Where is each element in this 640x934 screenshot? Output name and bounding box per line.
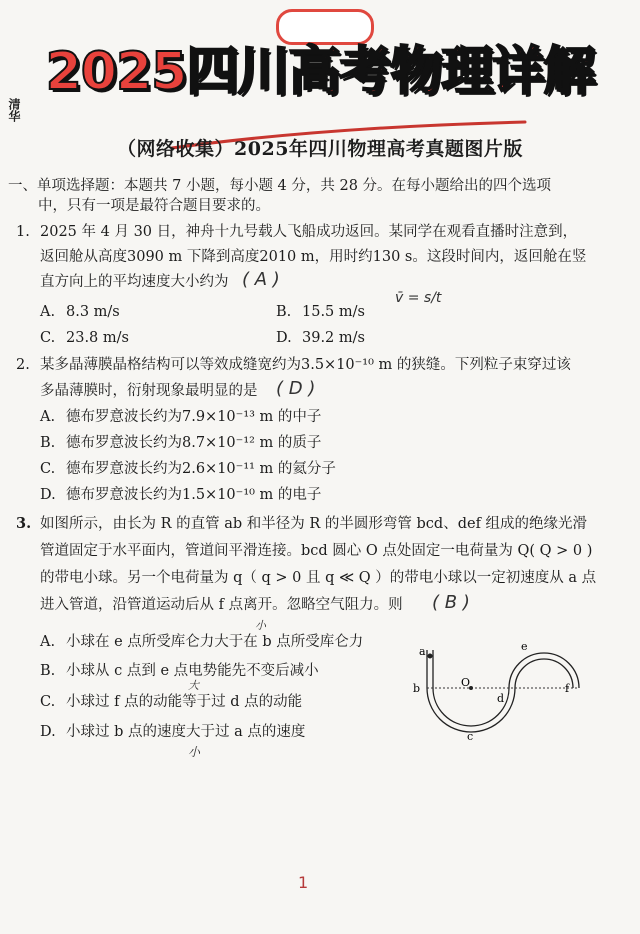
option-text: 德布罗意波长约为7.9×10⁻¹³ m 的中子 xyxy=(66,409,322,425)
option-label: B. xyxy=(40,435,56,451)
handwritten-answer: ( B ) xyxy=(432,592,470,613)
label-b: b xyxy=(413,682,421,695)
option-text: 39.2 m/s xyxy=(302,330,365,346)
section-heading-line2: 中，只有一项是最符合题目要求的。 xyxy=(38,198,270,214)
option-label: C. xyxy=(40,330,56,346)
label-d: d xyxy=(497,692,505,705)
option-text: 小球从 c 点到 e 点电势能先不变后减小 xyxy=(66,663,319,679)
label-e: e xyxy=(521,640,528,653)
question-number: 2. xyxy=(16,357,30,373)
question-line: 进入管道，沿管道运动后从 f 点离开。忽略空气阻力。则 xyxy=(40,597,403,613)
option-label: D. xyxy=(40,724,56,740)
label-c: c xyxy=(467,730,474,740)
section-heading-line1: 一、单项选择题：本题共 7 小题，每小题 4 分，共 28 分。在每小题给出的四个选项 xyxy=(8,178,552,194)
option-text: 小球在 e 点所受库仑力大于在 b 点所受库仑力 xyxy=(66,634,364,650)
question-line: 如图所示，由长为 R 的直管 ab 和半径为 R 的半圆形弯管 bcd、def 组成的绝缘光滑 xyxy=(40,516,588,532)
option-label: D. xyxy=(40,487,56,503)
option-text: 小球过 b 点的速度大于过 a 点的速度 xyxy=(66,724,306,740)
option-text: 8.3 m/s xyxy=(66,304,120,320)
handwritten-answer: ( A ) xyxy=(242,269,280,290)
option-label: B. xyxy=(40,663,56,679)
handwritten-mark: 小 xyxy=(255,619,266,632)
option-text: 德布罗意波长约为8.7×10⁻¹² m 的质子 xyxy=(66,435,322,451)
option-label: C. xyxy=(40,694,56,710)
option-label: A. xyxy=(40,304,56,320)
label-f: f xyxy=(565,682,570,695)
question-line: 返回舱从高度3090 m 下降到高度2010 m，用时约130 s。这段时间内，返回舱在竖 xyxy=(40,249,587,265)
page-mark: 1 xyxy=(298,873,309,892)
question-line: 多晶薄膜时，衍射现象最明显的是 xyxy=(40,383,258,399)
option-text: 23.8 m/s xyxy=(66,330,129,346)
option-text: 15.5 m/s xyxy=(302,304,365,320)
option-label: B. xyxy=(276,304,292,320)
handwritten-answer: ( D ) xyxy=(276,378,316,399)
banner-title: 2025四川高考物理详解 xyxy=(45,42,595,102)
pipe-diagram xyxy=(405,640,585,740)
question-number: 1. xyxy=(16,224,30,240)
question-line: 直方向上的平均速度大小约为 xyxy=(40,274,229,290)
option-label: C. xyxy=(40,461,56,477)
option-text: 小球过 f 点的动能等于过 d 点的动能 xyxy=(66,694,303,710)
option-label: A. xyxy=(40,634,56,650)
option-text: 德布罗意波长约为2.6×10⁻¹¹ m 的氦分子 xyxy=(66,461,336,477)
question-line: 管道固定于水平面内，管道间平滑连接。bcd 圆心 O 点处固定一电荷量为 Q( Q > 0 ) xyxy=(40,543,593,559)
question-line: 的带电小球。另一个电荷量为 q（ q > 0 且 q ≪ Q ）的带电小球以一定初速度从 a 点 xyxy=(40,570,597,586)
label-a: a xyxy=(419,645,426,658)
handwritten-mark: 大 xyxy=(188,679,199,692)
option-label: A. xyxy=(40,409,56,425)
label-O: O xyxy=(461,676,471,689)
question-number: 3. xyxy=(16,515,32,532)
question-line: 2025 年 4 月 30 日，神舟十九号载人飞船成功返回。某同学在观看直播时注意到， xyxy=(40,224,578,240)
option-label: D. xyxy=(276,330,292,346)
side-watermark: 清华 xyxy=(7,98,21,122)
handwritten-mark: 小 xyxy=(188,745,201,759)
page-subtitle: （网络收集）2025年四川物理高考真题图片版 xyxy=(117,138,523,160)
option-text: 德布罗意波长约为1.5×10⁻¹⁰ m 的电子 xyxy=(66,487,322,503)
question-line: 某多晶薄膜晶格结构可以等效成缝宽约为3.5×10⁻¹⁰ m 的狭缝。下列粒子束穿过该 xyxy=(40,357,571,373)
handwritten-formula: v̄ = s/t xyxy=(395,290,442,306)
